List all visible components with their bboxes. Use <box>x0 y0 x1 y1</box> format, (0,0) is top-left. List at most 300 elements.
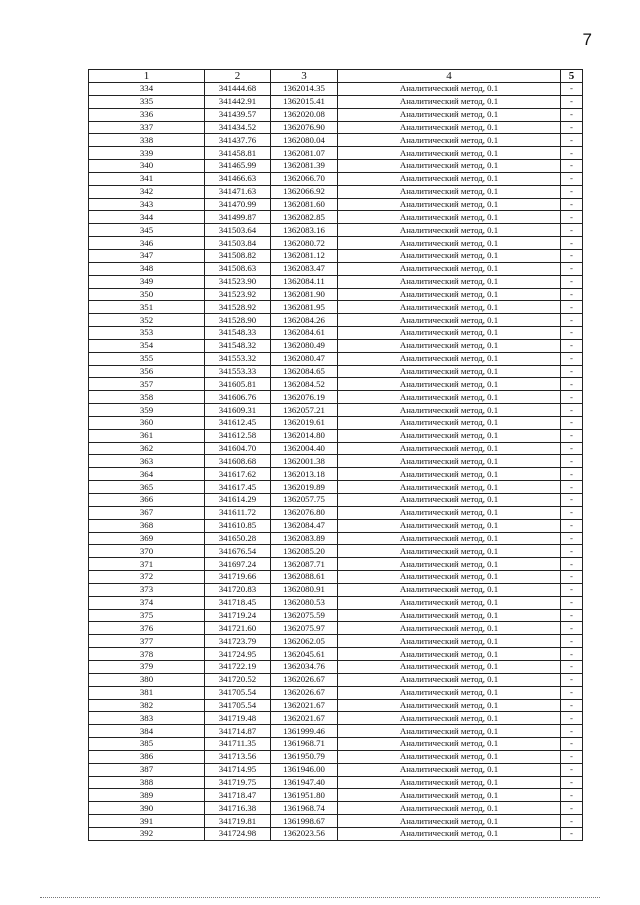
table-row <box>89 198 583 211</box>
point-number-cell: 364 <box>89 468 205 481</box>
point-number-cell: 341 <box>89 172 205 185</box>
coordinate-y-cell: 1362021.67 <box>271 699 338 712</box>
table-row <box>89 776 583 789</box>
point-number-cell: 391 <box>89 815 205 828</box>
point-number-cell: 359 <box>89 404 205 417</box>
method-accuracy-cell: Аналитический метод, 0.1 <box>338 776 561 789</box>
note-cell: - <box>561 262 583 275</box>
column-header-3: 3 <box>271 70 338 83</box>
note-cell: - <box>561 622 583 635</box>
coordinate-y-cell: 1362057.21 <box>271 404 338 417</box>
method-accuracy-cell: Аналитический метод, 0.1 <box>338 571 561 584</box>
coordinate-y-cell: 1362014.80 <box>271 429 338 442</box>
coordinate-y-cell: 1362075.97 <box>271 622 338 635</box>
point-number-cell: 372 <box>89 571 205 584</box>
table-row <box>89 532 583 545</box>
coordinate-y-cell: 1362084.11 <box>271 275 338 288</box>
coordinate-x-cell: 341523.90 <box>205 275 271 288</box>
table-row <box>89 712 583 725</box>
point-number-cell: 340 <box>89 160 205 173</box>
point-number-cell: 377 <box>89 635 205 648</box>
note-cell: - <box>561 249 583 262</box>
point-number-cell: 392 <box>89 827 205 840</box>
method-accuracy-cell: Аналитический метод, 0.1 <box>338 224 561 237</box>
table-header-row <box>89 70 583 83</box>
point-number-cell: 352 <box>89 314 205 327</box>
note-cell: - <box>561 494 583 507</box>
point-number-cell: 370 <box>89 545 205 558</box>
coordinate-y-cell: 1362081.90 <box>271 288 338 301</box>
method-accuracy-cell: Аналитический метод, 0.1 <box>338 686 561 699</box>
coordinate-y-cell: 1361950.79 <box>271 750 338 763</box>
point-number-cell: 343 <box>89 198 205 211</box>
method-accuracy-cell: Аналитический метод, 0.1 <box>338 609 561 622</box>
note-cell: - <box>561 121 583 134</box>
method-accuracy-cell: Аналитический метод, 0.1 <box>338 404 561 417</box>
note-cell: - <box>561 686 583 699</box>
method-accuracy-cell: Аналитический метод, 0.1 <box>338 185 561 198</box>
coordinate-y-cell: 1361968.71 <box>271 738 338 751</box>
point-number-cell: 357 <box>89 378 205 391</box>
note-cell: - <box>561 416 583 429</box>
coordinate-y-cell: 1362014.35 <box>271 83 338 96</box>
coordinate-x-cell: 341444.68 <box>205 83 271 96</box>
table-row <box>89 596 583 609</box>
method-accuracy-cell: Аналитический метод, 0.1 <box>338 352 561 365</box>
note-cell: - <box>561 185 583 198</box>
table-row <box>89 738 583 751</box>
note-cell: - <box>561 95 583 108</box>
note-cell: - <box>561 455 583 468</box>
method-accuracy-cell: Аналитический метод, 0.1 <box>338 429 561 442</box>
method-accuracy-cell: Аналитический метод, 0.1 <box>338 442 561 455</box>
coordinate-y-cell: 1362034.76 <box>271 660 338 673</box>
point-number-cell: 386 <box>89 750 205 763</box>
table-row <box>89 442 583 455</box>
coordinate-x-cell: 341617.62 <box>205 468 271 481</box>
coordinate-y-cell: 1361968.74 <box>271 802 338 815</box>
coordinate-y-cell: 1362081.39 <box>271 160 338 173</box>
table-row <box>89 827 583 840</box>
note-cell: - <box>561 532 583 545</box>
point-number-cell: 344 <box>89 211 205 224</box>
coordinate-y-cell: 1362081.95 <box>271 301 338 314</box>
point-number-cell: 384 <box>89 725 205 738</box>
note-cell: - <box>561 635 583 648</box>
note-cell: - <box>561 352 583 365</box>
point-number-cell: 374 <box>89 596 205 609</box>
note-cell: - <box>561 583 583 596</box>
coordinate-x-cell: 341713.56 <box>205 750 271 763</box>
note-cell: - <box>561 738 583 751</box>
note-cell: - <box>561 172 583 185</box>
point-number-cell: 334 <box>89 83 205 96</box>
point-number-cell: 353 <box>89 327 205 340</box>
coordinate-y-cell: 1362084.65 <box>271 365 338 378</box>
table-row <box>89 558 583 571</box>
point-number-cell: 345 <box>89 224 205 237</box>
coordinate-y-cell: 1362004.40 <box>271 442 338 455</box>
coordinate-y-cell: 1362066.70 <box>271 172 338 185</box>
note-cell: - <box>561 558 583 571</box>
coordinate-x-cell: 341612.58 <box>205 429 271 442</box>
coordinate-x-cell: 341720.83 <box>205 583 271 596</box>
method-accuracy-cell: Аналитический метод, 0.1 <box>338 712 561 725</box>
table-row <box>89 660 583 673</box>
table-row <box>89 185 583 198</box>
coordinate-x-cell: 341503.84 <box>205 237 271 250</box>
note-cell: - <box>561 596 583 609</box>
coordinate-y-cell: 1362087.71 <box>271 558 338 571</box>
coordinate-x-cell: 341716.38 <box>205 802 271 815</box>
method-accuracy-cell: Аналитический метод, 0.1 <box>338 763 561 776</box>
coordinate-x-cell: 341676.54 <box>205 545 271 558</box>
note-cell: - <box>561 147 583 160</box>
method-accuracy-cell: Аналитический метод, 0.1 <box>338 789 561 802</box>
coordinate-y-cell: 1362026.67 <box>271 686 338 699</box>
point-number-cell: 342 <box>89 185 205 198</box>
point-number-cell: 367 <box>89 506 205 519</box>
method-accuracy-cell: Аналитический метод, 0.1 <box>338 288 561 301</box>
coordinate-x-cell: 341548.33 <box>205 327 271 340</box>
point-number-cell: 355 <box>89 352 205 365</box>
coordinate-x-cell: 341553.32 <box>205 352 271 365</box>
table-row <box>89 121 583 134</box>
method-accuracy-cell: Аналитический метод, 0.1 <box>338 750 561 763</box>
point-number-cell: 385 <box>89 738 205 751</box>
method-accuracy-cell: Аналитический метод, 0.1 <box>338 95 561 108</box>
method-accuracy-cell: Аналитический метод, 0.1 <box>338 416 561 429</box>
coordinate-y-cell: 1361946.00 <box>271 763 338 776</box>
coordinate-y-cell: 1362080.47 <box>271 352 338 365</box>
note-cell: - <box>561 442 583 455</box>
point-number-cell: 383 <box>89 712 205 725</box>
note-cell: - <box>561 314 583 327</box>
note-cell: - <box>561 378 583 391</box>
point-number-cell: 338 <box>89 134 205 147</box>
coordinate-y-cell: 1362084.61 <box>271 327 338 340</box>
note-cell: - <box>561 301 583 314</box>
point-number-cell: 380 <box>89 673 205 686</box>
table-row <box>89 583 583 596</box>
table-row <box>89 314 583 327</box>
point-number-cell: 335 <box>89 95 205 108</box>
coordinate-x-cell: 341437.76 <box>205 134 271 147</box>
point-number-cell: 381 <box>89 686 205 699</box>
point-number-cell: 356 <box>89 365 205 378</box>
coordinate-x-cell: 341718.45 <box>205 596 271 609</box>
coordinate-y-cell: 1362081.07 <box>271 147 338 160</box>
table-row <box>89 609 583 622</box>
coordinate-x-cell: 341458.81 <box>205 147 271 160</box>
coordinate-y-cell: 1362020.08 <box>271 108 338 121</box>
method-accuracy-cell: Аналитический метод, 0.1 <box>338 673 561 686</box>
table-row <box>89 725 583 738</box>
column-header-4: 4 <box>338 70 561 83</box>
coordinate-y-cell: 1362081.12 <box>271 249 338 262</box>
note-cell: - <box>561 712 583 725</box>
coordinate-x-cell: 341617.45 <box>205 481 271 494</box>
method-accuracy-cell: Аналитический метод, 0.1 <box>338 134 561 147</box>
coordinate-y-cell: 1362076.90 <box>271 121 338 134</box>
note-cell: - <box>561 391 583 404</box>
coordinate-y-cell: 1362015.41 <box>271 95 338 108</box>
coordinate-x-cell: 341606.76 <box>205 391 271 404</box>
note-cell: - <box>561 789 583 802</box>
table-row <box>89 686 583 699</box>
table-row <box>89 429 583 442</box>
method-accuracy-cell: Аналитический метод, 0.1 <box>338 660 561 673</box>
method-accuracy-cell: Аналитический метод, 0.1 <box>338 468 561 481</box>
coordinate-y-cell: 1362021.67 <box>271 712 338 725</box>
method-accuracy-cell: Аналитический метод, 0.1 <box>338 147 561 160</box>
point-number-cell: 351 <box>89 301 205 314</box>
method-accuracy-cell: Аналитический метод, 0.1 <box>338 802 561 815</box>
coordinate-y-cell: 1362013.18 <box>271 468 338 481</box>
coordinate-x-cell: 341719.81 <box>205 815 271 828</box>
note-cell: - <box>561 571 583 584</box>
method-accuracy-cell: Аналитический метод, 0.1 <box>338 494 561 507</box>
coordinate-y-cell: 1362081.60 <box>271 198 338 211</box>
coordinate-x-cell: 341466.63 <box>205 172 271 185</box>
note-cell: - <box>561 609 583 622</box>
table-row <box>89 160 583 173</box>
coordinate-x-cell: 341508.82 <box>205 249 271 262</box>
note-cell: - <box>561 108 583 121</box>
note-cell: - <box>561 327 583 340</box>
note-cell: - <box>561 673 583 686</box>
note-cell: - <box>561 725 583 738</box>
coordinate-y-cell: 1362083.16 <box>271 224 338 237</box>
table-row <box>89 134 583 147</box>
table-row <box>89 789 583 802</box>
point-number-cell: 373 <box>89 583 205 596</box>
table-row <box>89 506 583 519</box>
point-number-cell: 354 <box>89 339 205 352</box>
table-row <box>89 365 583 378</box>
coordinate-y-cell: 1362084.26 <box>271 314 338 327</box>
table-row <box>89 288 583 301</box>
note-cell: - <box>561 648 583 661</box>
method-accuracy-cell: Аналитический метод, 0.1 <box>338 545 561 558</box>
coordinate-x-cell: 341553.33 <box>205 365 271 378</box>
coordinate-x-cell: 341722.19 <box>205 660 271 673</box>
point-number-cell: 382 <box>89 699 205 712</box>
coordinate-y-cell: 1362085.20 <box>271 545 338 558</box>
method-accuracy-cell: Аналитический метод, 0.1 <box>338 83 561 96</box>
method-accuracy-cell: Аналитический метод, 0.1 <box>338 648 561 661</box>
column-header-1: 1 <box>89 70 205 83</box>
point-number-cell: 369 <box>89 532 205 545</box>
method-accuracy-cell: Аналитический метод, 0.1 <box>338 160 561 173</box>
coordinate-x-cell: 341471.63 <box>205 185 271 198</box>
coordinate-y-cell: 1362080.72 <box>271 237 338 250</box>
page-number: 7 <box>582 30 592 49</box>
point-number-cell: 390 <box>89 802 205 815</box>
point-number-cell: 348 <box>89 262 205 275</box>
coordinate-x-cell: 341610.85 <box>205 519 271 532</box>
method-accuracy-cell: Аналитический метод, 0.1 <box>338 558 561 571</box>
table-row <box>89 301 583 314</box>
table-row <box>89 648 583 661</box>
point-number-cell: 378 <box>89 648 205 661</box>
method-accuracy-cell: Аналитический метод, 0.1 <box>338 622 561 635</box>
coordinate-x-cell: 341719.48 <box>205 712 271 725</box>
coordinate-y-cell: 1362001.38 <box>271 455 338 468</box>
table-row <box>89 750 583 763</box>
table-row <box>89 108 583 121</box>
point-number-cell: 387 <box>89 763 205 776</box>
coordinate-y-cell: 1362057.75 <box>271 494 338 507</box>
note-cell: - <box>561 224 583 237</box>
note-cell: - <box>561 660 583 673</box>
note-cell: - <box>561 83 583 96</box>
coordinate-y-cell: 1362076.19 <box>271 391 338 404</box>
coordinate-y-cell: 1361999.46 <box>271 725 338 738</box>
method-accuracy-cell: Аналитический метод, 0.1 <box>338 596 561 609</box>
coordinate-x-cell: 341705.54 <box>205 686 271 699</box>
table-row <box>89 519 583 532</box>
coordinate-x-cell: 341723.79 <box>205 635 271 648</box>
coordinate-y-cell: 1362019.89 <box>271 481 338 494</box>
coordinate-y-cell: 1362075.59 <box>271 609 338 622</box>
method-accuracy-cell: Аналитический метод, 0.1 <box>338 827 561 840</box>
point-number-cell: 363 <box>89 455 205 468</box>
note-cell: - <box>561 776 583 789</box>
note-cell: - <box>561 481 583 494</box>
point-number-cell: 388 <box>89 776 205 789</box>
method-accuracy-cell: Аналитический метод, 0.1 <box>338 635 561 648</box>
table-row <box>89 327 583 340</box>
note-cell: - <box>561 134 583 147</box>
table-row <box>89 455 583 468</box>
coordinate-x-cell: 341650.28 <box>205 532 271 545</box>
table-row <box>89 416 583 429</box>
coordinate-x-cell: 341718.47 <box>205 789 271 802</box>
table-row <box>89 481 583 494</box>
coordinate-x-cell: 341439.57 <box>205 108 271 121</box>
coordinate-x-cell: 341548.32 <box>205 339 271 352</box>
coordinate-y-cell: 1362023.56 <box>271 827 338 840</box>
coordinate-x-cell: 341714.87 <box>205 725 271 738</box>
table-row <box>89 763 583 776</box>
point-number-cell: 379 <box>89 660 205 673</box>
coordinate-y-cell: 1362084.47 <box>271 519 338 532</box>
note-cell: - <box>561 763 583 776</box>
note-cell: - <box>561 160 583 173</box>
coordinate-x-cell: 341719.75 <box>205 776 271 789</box>
coordinate-x-cell: 341503.64 <box>205 224 271 237</box>
coordinate-y-cell: 1362080.91 <box>271 583 338 596</box>
method-accuracy-cell: Аналитический метод, 0.1 <box>338 699 561 712</box>
coordinate-y-cell: 1362082.85 <box>271 211 338 224</box>
note-cell: - <box>561 815 583 828</box>
coordinate-y-cell: 1362083.89 <box>271 532 338 545</box>
method-accuracy-cell: Аналитический метод, 0.1 <box>338 172 561 185</box>
point-number-cell: 336 <box>89 108 205 121</box>
coordinates-table <box>88 69 583 841</box>
coordinate-x-cell: 341465.99 <box>205 160 271 173</box>
note-cell: - <box>561 468 583 481</box>
table-row <box>89 249 583 262</box>
coordinate-x-cell: 341528.90 <box>205 314 271 327</box>
note-cell: - <box>561 237 583 250</box>
note-cell: - <box>561 404 583 417</box>
note-cell: - <box>561 339 583 352</box>
coordinate-x-cell: 341724.98 <box>205 827 271 840</box>
note-cell: - <box>561 211 583 224</box>
table-row <box>89 172 583 185</box>
method-accuracy-cell: Аналитический метод, 0.1 <box>338 583 561 596</box>
method-accuracy-cell: Аналитический метод, 0.1 <box>338 378 561 391</box>
coordinate-y-cell: 1362019.61 <box>271 416 338 429</box>
note-cell: - <box>561 519 583 532</box>
coordinate-x-cell: 341508.63 <box>205 262 271 275</box>
coordinate-x-cell: 341604.70 <box>205 442 271 455</box>
table-row <box>89 391 583 404</box>
coordinate-x-cell: 341442.91 <box>205 95 271 108</box>
table-row <box>89 275 583 288</box>
coordinate-y-cell: 1362084.52 <box>271 378 338 391</box>
point-number-cell: 375 <box>89 609 205 622</box>
coordinate-x-cell: 341609.31 <box>205 404 271 417</box>
point-number-cell: 362 <box>89 442 205 455</box>
point-number-cell: 366 <box>89 494 205 507</box>
coordinate-y-cell: 1362080.53 <box>271 596 338 609</box>
point-number-cell: 349 <box>89 275 205 288</box>
point-number-cell: 365 <box>89 481 205 494</box>
table-row <box>89 83 583 96</box>
coordinate-x-cell: 341523.92 <box>205 288 271 301</box>
method-accuracy-cell: Аналитический метод, 0.1 <box>338 237 561 250</box>
coordinate-x-cell: 341724.95 <box>205 648 271 661</box>
note-cell: - <box>561 429 583 442</box>
coordinate-y-cell: 1362045.61 <box>271 648 338 661</box>
table-row <box>89 468 583 481</box>
coordinate-x-cell: 341612.45 <box>205 416 271 429</box>
method-accuracy-cell: Аналитический метод, 0.1 <box>338 198 561 211</box>
column-header-2: 2 <box>205 70 271 83</box>
coordinate-y-cell: 1362080.04 <box>271 134 338 147</box>
method-accuracy-cell: Аналитический метод, 0.1 <box>338 301 561 314</box>
table-body <box>89 83 583 841</box>
coordinate-x-cell: 341714.95 <box>205 763 271 776</box>
note-cell: - <box>561 827 583 840</box>
method-accuracy-cell: Аналитический метод, 0.1 <box>338 249 561 262</box>
method-accuracy-cell: Аналитический метод, 0.1 <box>338 121 561 134</box>
table-row <box>89 699 583 712</box>
table-row <box>89 622 583 635</box>
point-number-cell: 347 <box>89 249 205 262</box>
coordinate-y-cell: 1362066.92 <box>271 185 338 198</box>
coordinate-y-cell: 1362083.47 <box>271 262 338 275</box>
coordinate-x-cell: 341528.92 <box>205 301 271 314</box>
note-cell: - <box>561 288 583 301</box>
coordinate-x-cell: 341434.52 <box>205 121 271 134</box>
table-row <box>89 211 583 224</box>
coordinate-y-cell: 1361951.80 <box>271 789 338 802</box>
coordinate-y-cell: 1361947.40 <box>271 776 338 789</box>
note-cell: - <box>561 699 583 712</box>
note-cell: - <box>561 198 583 211</box>
coordinate-x-cell: 341605.81 <box>205 378 271 391</box>
table-row <box>89 147 583 160</box>
method-accuracy-cell: Аналитический метод, 0.1 <box>338 339 561 352</box>
method-accuracy-cell: Аналитический метод, 0.1 <box>338 738 561 751</box>
method-accuracy-cell: Аналитический метод, 0.1 <box>338 262 561 275</box>
method-accuracy-cell: Аналитический метод, 0.1 <box>338 519 561 532</box>
method-accuracy-cell: Аналитический метод, 0.1 <box>338 365 561 378</box>
